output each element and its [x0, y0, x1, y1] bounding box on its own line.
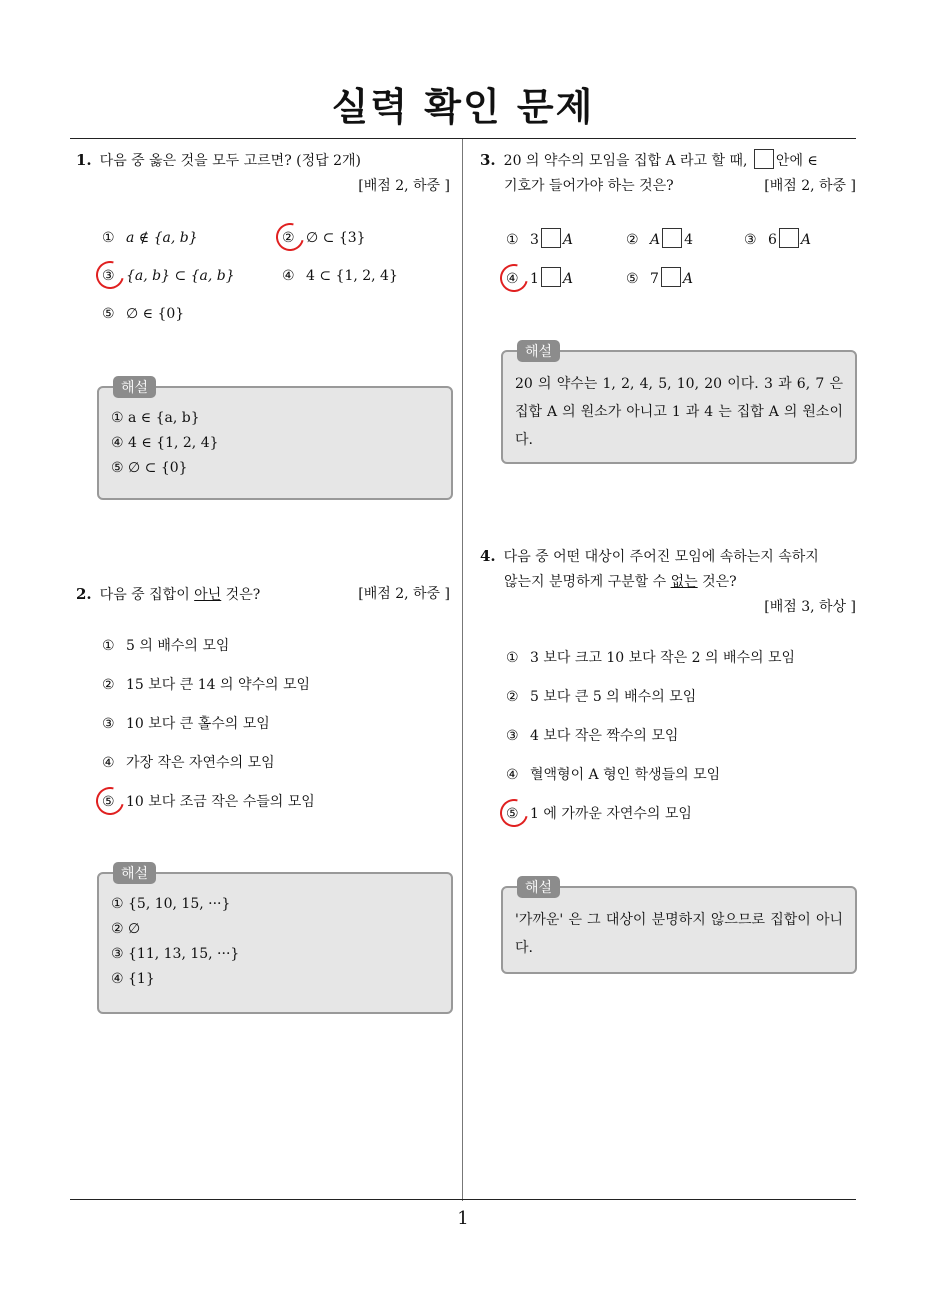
- option-1[interactable]: ① a ∉ {a, b}: [102, 230, 198, 246]
- solution-box: [501, 344, 857, 464]
- solution-line: ③ {11, 13, 15, ···}: [111, 946, 240, 962]
- blank-box: [754, 149, 774, 169]
- problem-number: 3.: [480, 151, 496, 169]
- answer-circle: ②: [282, 226, 306, 250]
- problem-2-meta: [배점 2, 하중 ]: [358, 586, 450, 602]
- problem-4-question: 4. 다음 중 어떤 대상이 주어진 모임에 속하는지 속하지: [480, 547, 819, 565]
- problem-number: 1.: [76, 151, 92, 169]
- answer-circle: ⑤: [506, 802, 530, 826]
- answer-circle: ④: [506, 267, 530, 291]
- problem-2: [76, 582, 450, 1018]
- problem-4: [480, 544, 856, 984]
- option-2[interactable]: ② 5 보다 큰 5 의 배수의 모임: [506, 689, 697, 705]
- option-3[interactable]: ③ 6 A: [744, 228, 811, 252]
- option-2[interactable]: ② ∅ ⊂ {3}: [282, 226, 366, 250]
- solution-tag: 해설: [113, 862, 156, 884]
- option-4[interactable]: ④ 혈액형이 A 형인 학생들의 모임: [506, 767, 721, 783]
- solution-tag: 해설: [517, 876, 560, 898]
- solution-line: ⑤ ∅ ⊂ {0}: [111, 460, 188, 476]
- blank-box: [661, 267, 681, 287]
- problem-number: 2.: [76, 585, 92, 603]
- solution-text: 20 의 약수는 1, 2, 4, 5, 10, 20 이다. 3 과 6, 7 은 집합 A 의 원소가 아니고 1 과 4 는 집합 A 의 원소이다.: [515, 376, 843, 448]
- answer-circle: ③: [102, 264, 126, 288]
- option-1[interactable]: ① 3 A: [506, 228, 573, 252]
- solution-line: ④ {1}: [111, 971, 155, 987]
- top-rule: [70, 138, 856, 139]
- problem-1-question: 1. 다음 중 옳은 것을 모두 고르면? (정답 2개): [76, 151, 362, 169]
- option-4[interactable]: ④ 1 A: [506, 267, 573, 291]
- option-2[interactable]: ② 15 보다 큰 14 의 약수의 모임: [102, 677, 311, 693]
- option-5[interactable]: ⑤ 10 보다 조금 작은 수들의 모임: [102, 790, 315, 814]
- solution-box: [97, 866, 453, 1014]
- problem-3: [480, 148, 856, 468]
- solution-line: ① {5, 10, 15, ···}: [111, 896, 231, 912]
- blank-box: [541, 267, 561, 287]
- bottom-rule: [70, 1199, 856, 1200]
- option-2[interactable]: ② A 4: [626, 228, 693, 252]
- solution-box: [501, 880, 857, 974]
- option-4[interactable]: ④ 4 ⊂ {1, 2, 4}: [282, 268, 398, 284]
- solution-tag: 해설: [517, 340, 560, 362]
- option-3[interactable]: ③ {a, b} ⊂ {a, b}: [102, 264, 235, 288]
- solution-line: ② ∅: [111, 921, 141, 937]
- problem-1: [76, 148, 450, 508]
- problem-number: 4.: [480, 547, 496, 565]
- option-3[interactable]: ③ 4 보다 작은 짝수의 모임: [506, 728, 679, 744]
- option-3[interactable]: ③ 10 보다 큰 홀수의 모임: [102, 716, 270, 732]
- option-4[interactable]: ④ 가장 작은 자연수의 모임: [102, 755, 275, 771]
- problem-3-meta: [배점 2, 하중 ]: [764, 178, 856, 194]
- problem-4-question-line2: 않는지 분명하게 구분할 수 없는 것은?: [504, 574, 737, 590]
- problem-2-question: 2. 다음 중 집합이 아닌 것은?: [76, 585, 261, 603]
- solution-box: [97, 380, 453, 500]
- solution-line: ④ 4 ∈ {1, 2, 4}: [111, 435, 219, 451]
- option-1[interactable]: ① 5 의 배수의 모임: [102, 638, 230, 654]
- solution-tag: 해설: [113, 376, 156, 398]
- problem-3-question-line2: 기호가 들어가야 하는 것은?: [504, 178, 674, 194]
- option-1[interactable]: ① 3 보다 크고 10 보다 작은 2 의 배수의 모임: [506, 650, 796, 666]
- problem-1-meta: [배점 2, 하중 ]: [358, 178, 450, 194]
- blank-box: [662, 228, 682, 248]
- answer-circle: ⑤: [102, 790, 126, 814]
- solution-text: '가까운' 은 그 대상이 분명하지 않으므로 집합이 아니다.: [515, 912, 843, 956]
- page-number: 1: [457, 1208, 469, 1229]
- column-divider: [462, 139, 463, 1201]
- solution-line: ① a ∈ {a, b}: [111, 410, 200, 426]
- option-5[interactable]: ⑤ 7 A: [626, 267, 693, 291]
- page-title: 실력 확인 문제: [331, 85, 595, 129]
- option-5[interactable]: ⑤ ∅ ∈ {0}: [102, 306, 185, 322]
- option-5[interactable]: ⑤ 1 에 가까운 자연수의 모임: [506, 802, 692, 826]
- problem-3-question: 3. 20 의 약수의 모임을 집합 A 라고 할 때, 안에 ∈: [480, 151, 818, 169]
- blank-box: [541, 228, 561, 248]
- problem-4-meta: [배점 3, 하상 ]: [764, 599, 856, 615]
- blank-box: [779, 228, 799, 248]
